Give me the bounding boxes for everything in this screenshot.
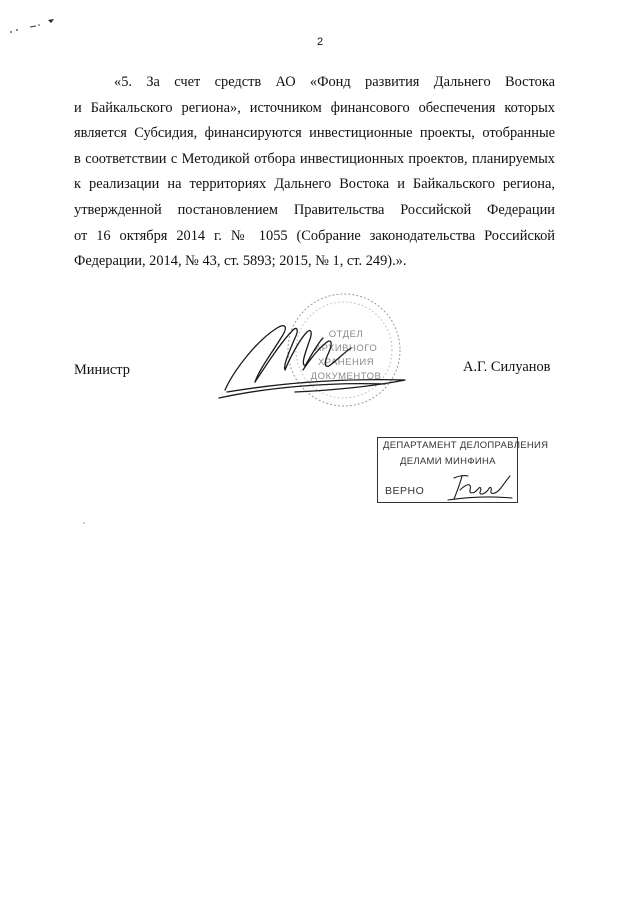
minister-signature — [215, 312, 415, 402]
paragraph-line: в соответствии с Методикой отбора инвестиционных проектов, планируемых — [74, 150, 555, 167]
verifier-signature — [444, 472, 516, 502]
stamp-line: ДОКУМЕНТОВ — [310, 371, 382, 382]
signer-name: А.Г. Силуанов — [463, 359, 551, 375]
stamp-subdepartment-line: ДЕЛАМИ МИНФИНА — [400, 456, 496, 467]
paragraph-line: утвержденной постановлением Правительства Российской Федерации — [74, 201, 555, 218]
minister-label: Министр — [74, 362, 130, 378]
stamp-line: АРХИВНОГО — [314, 343, 378, 354]
corner-marks — [8, 14, 56, 36]
stamp-line: ОТДЕЛ — [328, 329, 364, 340]
paragraph-line: и Байкальского региона», источником финансового обеспечения которых — [74, 99, 555, 116]
main-paragraph — [74, 70, 555, 275]
paragraph-line: Федерации, 2014, № 43, ст. 5893; 2015, № 1, ст. 249).». — [74, 253, 407, 270]
paragraph-line: от 16 октября 2014 г. № 1055 (Собрание законодательства Российской — [74, 227, 555, 244]
stamp-line: ХРАНЕНИЯ — [317, 357, 375, 368]
paragraph-line: является Субсидия, финансируются инвестиционные проекты, отобранные — [74, 125, 555, 142]
stamp-department-line: ДЕПАРТАМЕНТ ДЕЛОПРАВЛЕНИЯ — [383, 440, 549, 451]
page-number: 2 — [316, 36, 324, 48]
verification-stamp — [377, 437, 549, 503]
scan-speck — [83, 522, 85, 524]
paragraph-line: «5. За счет средств АО «Фонд развития Дальнего Востока — [114, 74, 555, 90]
paragraph-line: к реализации на территориях Дальнего Востока и Байкальского региона, — [74, 176, 555, 193]
stamp-verified-label: ВЕРНО — [385, 485, 425, 497]
